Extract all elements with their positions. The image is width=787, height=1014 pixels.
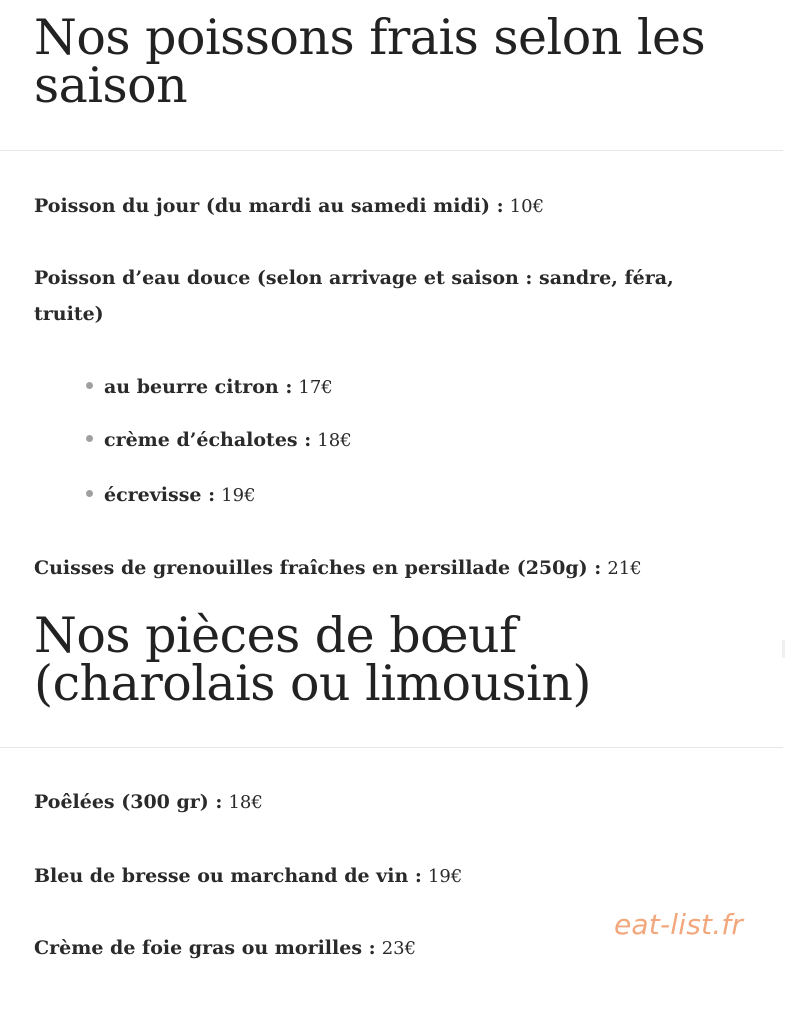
menu-item-price: 10€ — [509, 196, 545, 217]
menu-item-price: 21€ — [607, 558, 642, 579]
scroll-edge-marker — [782, 640, 785, 658]
bullet-icon — [86, 435, 93, 442]
menu-item-price: 19€ — [427, 866, 463, 887]
list-item-label: au beurre citron : — [104, 376, 293, 398]
section-title-beef: Nos pièces de bœuf (charolais ou limousin) — [34, 607, 592, 712]
list-item-label: crème d’échalotes : — [104, 429, 312, 451]
menu-item-label: Crème de foie gras ou morilles : — [34, 937, 376, 959]
list-item — [86, 369, 333, 406]
menu-item-label: Poêlées (300 gr) : — [34, 791, 223, 813]
section-divider — [0, 747, 783, 748]
list-item-price: 19€ — [221, 485, 256, 506]
list-item-price: 18€ — [317, 430, 352, 451]
menu-item-price: 23€ — [381, 938, 417, 959]
menu-item-poisson-du-jour — [34, 188, 724, 225]
list-item — [86, 477, 256, 514]
menu-item-label: Poisson du jour (du mardi au samedi midi) : — [34, 195, 504, 217]
section-divider — [0, 150, 783, 151]
list-item — [86, 422, 352, 459]
section-title-fish: Nos poissons frais selon les saison — [34, 9, 706, 114]
menu-item-label: Bleu de bresse ou marchand de vin : — [34, 865, 422, 887]
watermark-logo: eat-list.fr — [614, 908, 744, 941]
menu-item-bleu-de-bresse — [34, 858, 724, 895]
menu-item-label: Cuisses de grenouilles fraîches en persillade (250g) : — [34, 557, 602, 579]
bullet-icon — [86, 382, 93, 389]
menu-item-poisson-eau-douce — [34, 260, 724, 332]
list-item-label: écrevisse : — [104, 484, 216, 506]
bullet-icon — [86, 490, 93, 497]
menu-item-price: 18€ — [228, 792, 263, 813]
menu-item-poelees — [34, 784, 724, 821]
list-item-price: 17€ — [298, 377, 333, 398]
menu-item-label: Poisson d’eau douce (selon arrivage et saison : sandre, féra, truite) — [34, 267, 674, 325]
menu-item-cuisses-grenouilles — [34, 550, 774, 587]
